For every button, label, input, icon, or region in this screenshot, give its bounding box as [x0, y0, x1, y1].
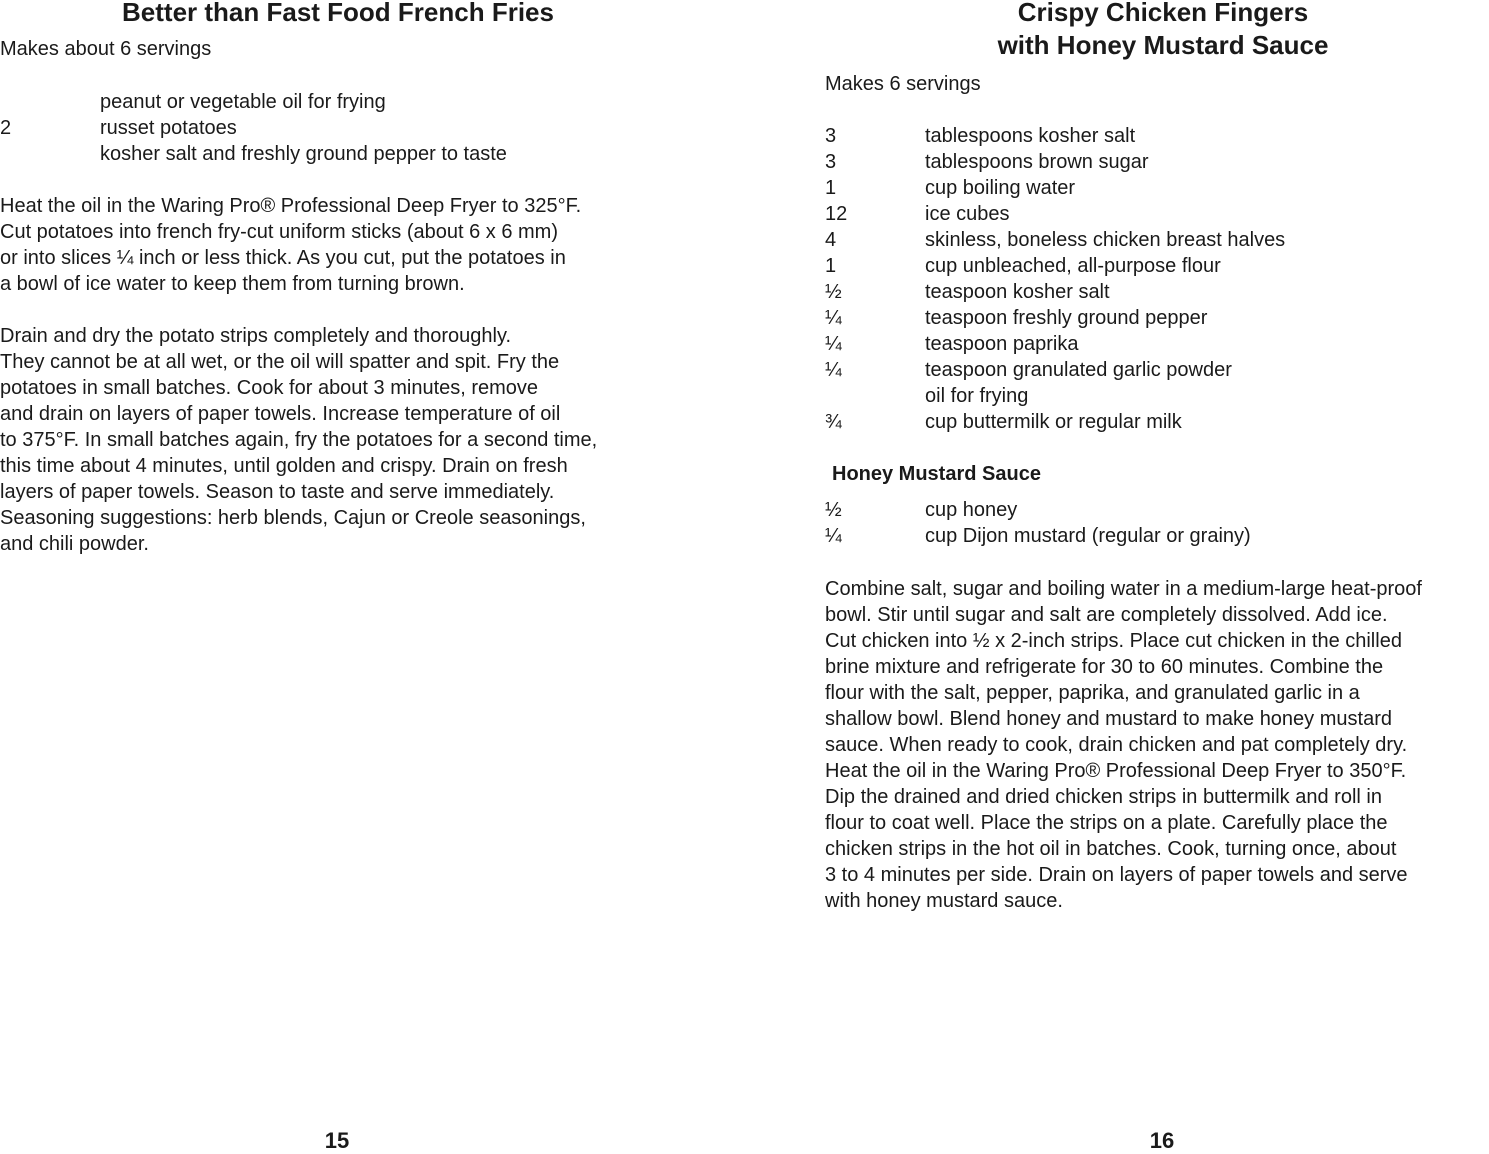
ingredient-qty: ¼: [825, 525, 842, 547]
instructions-paragraph-chicken: [825, 576, 1422, 914]
text-line: sauce. When ready to cook, drain chicken and pat completely dry.: [825, 734, 1408, 756]
text-line: brine mixture and refrigerate for 30 to 60 minutes. Combine the: [825, 656, 1384, 678]
page-number: 15: [324, 1128, 350, 1153]
ingredient-row: [825, 523, 1251, 549]
ingredient-qty: ½: [825, 499, 842, 521]
right-page: [825, 0, 1489, 1153]
ingredient-list-sauce: [825, 497, 1251, 549]
ingredient-qty: 12: [825, 203, 848, 225]
recipe-title-chicken: [825, 0, 1489, 62]
ingredient-row: [825, 227, 1285, 253]
text-line: or into slices ¼ inch or less thick. As you cut, put the potatoes in: [0, 247, 566, 269]
ingredient-item: kosher salt and freshly ground pepper to taste: [100, 143, 507, 165]
ingredient-row: [825, 201, 1285, 227]
ingredient-item: cup unbleached, all-purpose flour: [925, 255, 1221, 277]
recipe-title-fries: Better than Fast Food French Fries: [122, 0, 554, 27]
title-line-2: with Honey Mustard Sauce: [997, 30, 1329, 60]
ingredient-item: cup Dijon mustard (regular or grainy): [925, 525, 1251, 547]
ingredient-row: [825, 357, 1285, 383]
ingredient-row: [825, 175, 1285, 201]
text-line: Combine salt, sugar and boiling water in a medium-large heat-proof: [825, 578, 1422, 600]
ingredient-item: ice cubes: [925, 203, 1010, 225]
ingredient-item: tablespoons brown sugar: [925, 151, 1149, 173]
ingredient-item: cup boiling water: [925, 177, 1076, 199]
ingredient-item: teaspoon paprika: [925, 333, 1079, 355]
left-page: [0, 0, 680, 1153]
ingredient-item: cup buttermilk or regular milk: [925, 411, 1182, 433]
ingredient-item: teaspoon kosher salt: [925, 281, 1110, 303]
page-number: 16: [1149, 1128, 1175, 1153]
ingredient-row: [825, 383, 1285, 409]
instructions-paragraph-1: [0, 193, 581, 297]
ingredient-qty: [825, 383, 925, 409]
text-line: layers of paper towels. Season to taste and serve immediately.: [0, 481, 555, 503]
text-line: chicken strips in the hot oil in batches. Cook, turning once, about: [825, 838, 1397, 860]
ingredient-item: oil for frying: [925, 385, 1029, 407]
ingredient-row: [0, 141, 507, 167]
instructions-paragraph-2: [0, 323, 597, 557]
ingredient-qty: ¾: [825, 411, 842, 433]
ingredient-row: [825, 279, 1285, 305]
ingredient-row: [825, 305, 1285, 331]
ingredient-row: [825, 123, 1285, 149]
ingredient-qty: ¼: [825, 307, 842, 329]
ingredient-qty: 1: [825, 255, 837, 277]
text-line: Cut potatoes into french fry-cut uniform sticks (about 6 x 6 mm): [0, 221, 558, 243]
text-line: Drain and dry the potato strips completely and thoroughly.: [0, 325, 512, 347]
ingredient-qty: 4: [825, 229, 837, 251]
text-line: with honey mustard sauce.: [825, 890, 1063, 912]
text-line: shallow bowl. Blend honey and mustard to make honey mustard: [825, 708, 1392, 730]
ingredient-row: [825, 331, 1285, 357]
ingredient-item: teaspoon granulated garlic powder: [925, 359, 1232, 381]
ingredient-item: skinless, boneless chicken breast halves: [925, 229, 1286, 251]
ingredient-qty: 3: [825, 151, 837, 173]
text-line: Heat the oil in the Waring Pro® Professional Deep Fryer to 325°F.: [0, 195, 582, 217]
text-line: Seasoning suggestions: herb blends, Cajun or Creole seasonings,: [0, 507, 586, 529]
ingredient-item: cup honey: [925, 499, 1018, 521]
ingredient-qty: [0, 89, 100, 115]
text-line: bowl. Stir until sugar and salt are completely dissolved. Add ice.: [825, 604, 1388, 626]
ingredient-list-fries: [0, 89, 507, 167]
text-line: and drain on layers of paper towels. Increase temperature of oil: [0, 403, 561, 425]
text-line: flour to coat well. Place the strips on a plate. Carefully place the: [825, 812, 1388, 834]
ingredient-row: [0, 89, 507, 115]
text-line: They cannot be at all wet, or the oil will spatter and spit. Fry the: [0, 351, 560, 373]
ingredient-qty: ¼: [825, 333, 842, 355]
ingredient-qty: [0, 141, 100, 167]
ingredient-qty: 3: [825, 125, 837, 147]
ingredient-item: tablespoons kosher salt: [925, 125, 1136, 147]
ingredient-row: [825, 409, 1285, 435]
ingredient-row: [0, 115, 507, 141]
title-line-1: Crispy Chicken Fingers: [1017, 0, 1309, 27]
ingredient-qty: 1: [825, 177, 837, 199]
text-line: a bowl of ice water to keep them from turning brown.: [0, 273, 465, 295]
text-line: to 375°F. In small batches again, fry the potatoes for a second time,: [0, 429, 598, 451]
text-line: Heat the oil in the Waring Pro® Professional Deep Fryer to 350°F.: [825, 760, 1407, 782]
ingredient-qty: ¼: [825, 359, 842, 381]
ingredient-item: peanut or vegetable oil for frying: [100, 91, 386, 113]
text-line: flour with the salt, pepper, paprika, and granulated garlic in a: [825, 682, 1360, 704]
ingredient-list-chicken: [825, 123, 1285, 435]
text-line: potatoes in small batches. Cook for about 3 minutes, remove: [0, 377, 539, 399]
yield-fries: Makes about 6 servings: [0, 38, 212, 60]
text-line: Cut chicken into ½ x 2-inch strips. Place cut chicken in the chilled: [825, 630, 1402, 652]
sauce-heading: Honey Mustard Sauce: [832, 463, 1041, 485]
ingredient-item: russet potatoes: [100, 117, 237, 139]
ingredient-item: teaspoon freshly ground pepper: [925, 307, 1208, 329]
text-line: this time about 4 minutes, until golden and crispy. Drain on fresh: [0, 455, 568, 477]
yield-chicken: Makes 6 servings: [825, 73, 981, 95]
ingredient-row: [825, 497, 1251, 523]
ingredient-row: [825, 253, 1285, 279]
ingredient-qty: 2: [0, 117, 12, 139]
text-line: 3 to 4 minutes per side. Drain on layers of paper towels and serve: [825, 864, 1408, 886]
ingredient-row: [825, 149, 1285, 175]
text-line: Dip the drained and dried chicken strips in buttermilk and roll in: [825, 786, 1382, 808]
text-line: and chili powder.: [0, 533, 149, 555]
ingredient-qty: ½: [825, 281, 842, 303]
